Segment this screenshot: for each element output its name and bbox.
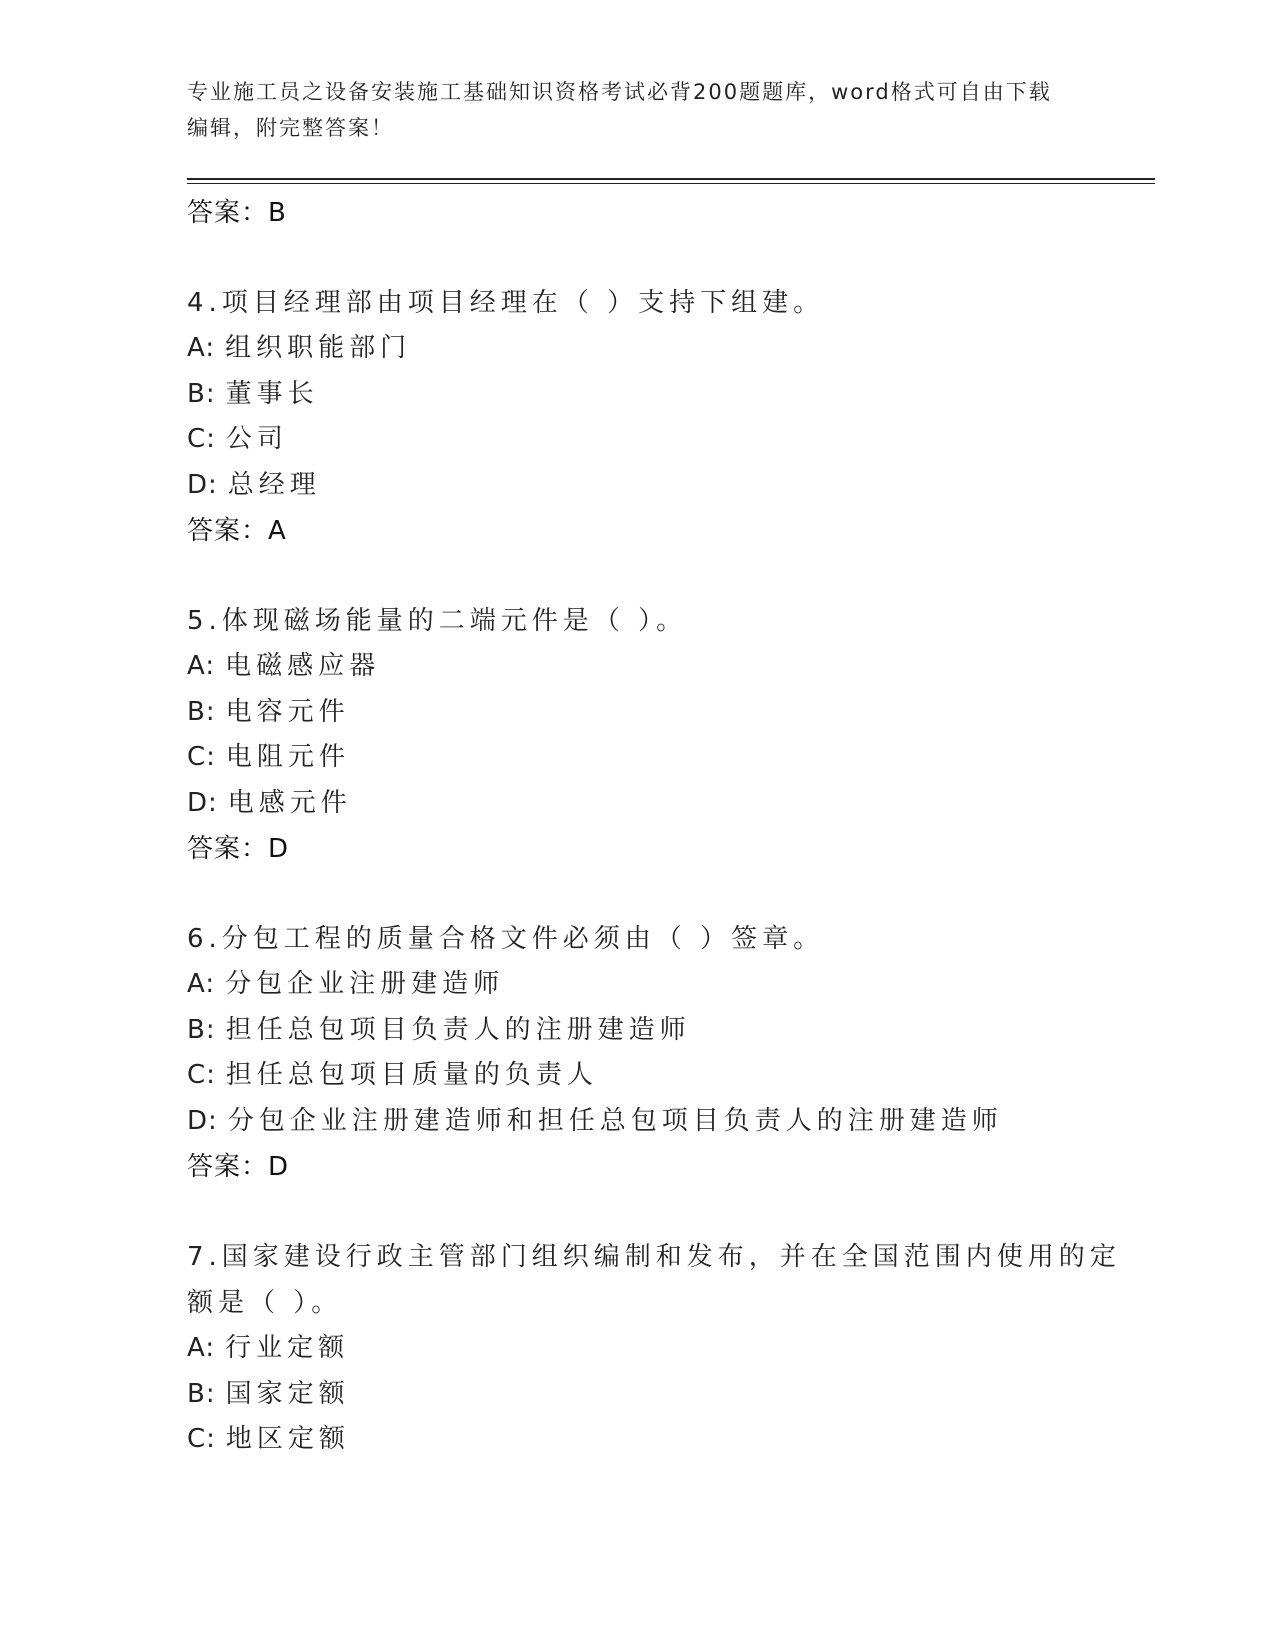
question-text-line-1: 7.国家建设行政主管部门组织编制和发布，并在全国范围内使用的定: [187, 1242, 1121, 1272]
option-d: [187, 781, 1155, 827]
option-letter: C:: [187, 424, 216, 454]
option-b: [187, 690, 1155, 736]
option-text: 地区定额: [225, 1424, 350, 1454]
header-divider-thick: [187, 178, 1155, 180]
option-d: [187, 1099, 1155, 1145]
option-letter: B:: [187, 696, 216, 727]
option-c: [187, 1417, 1155, 1463]
option-letter: D:: [187, 787, 218, 818]
option-text: 电阻元件: [225, 742, 350, 772]
option-letter: C:: [187, 742, 216, 772]
question-list: [187, 190, 1155, 1463]
question-text: 6.分包工程的质量合格文件必须由（ ）签章。: [187, 924, 825, 954]
option-letter: B:: [187, 1014, 216, 1045]
option-c: [187, 735, 1155, 781]
option-c: [187, 417, 1155, 463]
question-text-line-2: 额是（ ）。: [187, 1288, 343, 1318]
question-text: 4.项目经理部由项目经理在（ ）支持下组建。: [187, 288, 825, 318]
option-text: 组织职能部门: [225, 333, 412, 363]
option-text: 担任总包项目负责人的注册建造师: [225, 1014, 691, 1045]
answer-line: 答案：D: [187, 834, 290, 864]
question-item: [187, 1234, 1155, 1463]
option-c: [187, 1053, 1155, 1099]
option-b: [187, 1008, 1155, 1054]
option-letter: A:: [187, 333, 216, 363]
option-text: 总经理: [227, 469, 321, 500]
option-letter: B:: [187, 378, 216, 409]
question-text: 5.体现磁场能量的二端元件是（ ）。: [187, 606, 688, 636]
document-header: [187, 74, 1067, 146]
option-b: [187, 372, 1155, 418]
option-letter: C:: [187, 1060, 216, 1090]
option-letter: A:: [187, 969, 216, 999]
answer-line: 答案：D: [187, 1152, 290, 1182]
answer-line: 答案：B: [187, 198, 287, 228]
option-text: 分包企业注册建造师: [225, 969, 505, 999]
question-item: [187, 916, 1155, 1190]
option-text: 国家定额: [225, 1378, 350, 1409]
option-text: 董事长: [225, 378, 319, 409]
option-letter: C:: [187, 1424, 216, 1454]
option-d: [187, 463, 1155, 509]
option-letter: D:: [187, 469, 218, 500]
option-a: [187, 644, 1155, 690]
option-text: 电磁感应器: [225, 651, 381, 681]
question-item: [187, 280, 1155, 554]
question-item: [187, 598, 1155, 872]
option-letter: D:: [187, 1105, 218, 1136]
option-text: 公司: [225, 424, 288, 454]
option-text: 行业定额: [225, 1333, 350, 1363]
option-b: [187, 1372, 1155, 1418]
option-letter: B:: [187, 1378, 216, 1409]
option-text: 电容元件: [225, 696, 350, 727]
option-a: [187, 326, 1155, 372]
option-letter: A:: [187, 1333, 216, 1363]
option-text: 分包企业注册建造师和担任总包项目负责人的注册建造师: [227, 1105, 1003, 1136]
header-divider-thin: [187, 183, 1155, 184]
option-text: 电感元件: [227, 787, 352, 818]
header-title: 专业施工员之设备安装施工基础知识资格考试必背200题题库，word格式可自由下载编辑，附完整答案！: [187, 80, 1052, 140]
answer-line: 答案：A: [187, 516, 287, 546]
option-a: [187, 962, 1155, 1008]
option-a: [187, 1326, 1155, 1372]
option-letter: A:: [187, 651, 216, 681]
option-text: 担任总包项目质量的负责人: [225, 1060, 598, 1090]
